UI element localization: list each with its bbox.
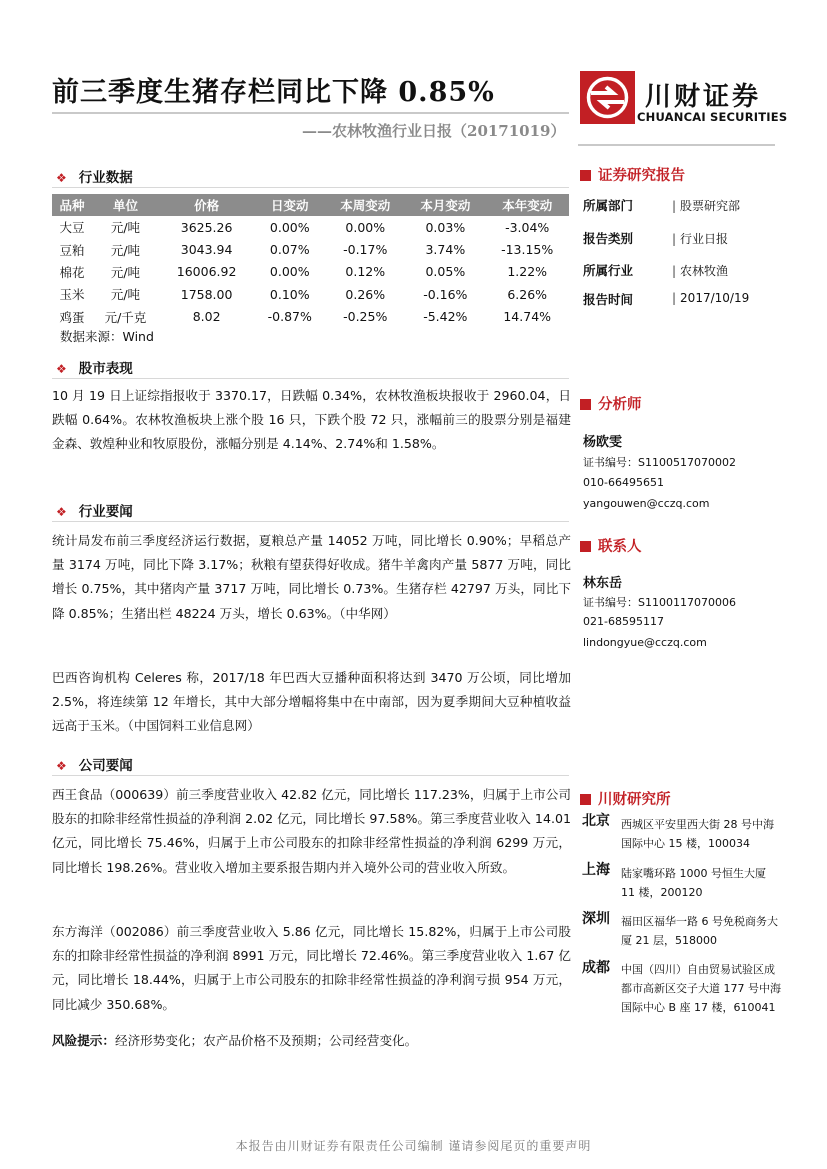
news-paragraph-2: 巴西咨询机构 Celeres 称，2017/18 年巴西大豆播种面积将达到 3470 万公顷，同比增加 2.5%，将连续第 12 年增长，其中大部分增幅将集中在中南部，因为夏季期间大豆种植收益远高于玉米。（中国饲料工业信息网） bbox=[52, 670, 571, 734]
table-cell: 元/吨 bbox=[110, 242, 141, 258]
brand-name-cn: 川财证券 bbox=[645, 82, 762, 112]
section-divider bbox=[52, 775, 569, 776]
table-cell: 6.26% bbox=[507, 286, 548, 302]
section-divider bbox=[52, 187, 569, 188]
diamond-bullet-icon: ❖ bbox=[56, 362, 67, 376]
red-square-icon bbox=[580, 794, 591, 805]
table-cell: 0.07% bbox=[269, 242, 310, 258]
table-cell: 大豆 bbox=[59, 220, 85, 236]
office-address: 西城区平安里西大街 28 号中海国际中心 15 楼，100034 bbox=[621, 818, 774, 850]
table-cell: 0.05% bbox=[425, 264, 466, 280]
column-header: 本年变动 bbox=[485, 194, 569, 216]
market-paragraph: 10 月 19 日上证综指报收于 3370.17，日跌幅 0.34%，农林牧渔板块报收于 2960.04，日跌幅 0.64%。农林牧渔板块上涨个股 16 只，下跌个股 72 只，涨幅前三的股票分别是福建金森、敦煌种业和牧原股份，涨幅分别是 4.14%、2.74%和 1.58%。 bbox=[52, 388, 571, 452]
column-header: 本周变动 bbox=[325, 194, 405, 216]
section-company: ❖ 公司要闻 bbox=[56, 758, 133, 774]
table-cell: 0.00% bbox=[269, 264, 310, 280]
table-cell: 元/千克 bbox=[104, 309, 147, 325]
table-row bbox=[52, 261, 569, 283]
commodity-price-table bbox=[52, 194, 569, 328]
analyst-phone: 010-66495651 bbox=[583, 476, 664, 489]
company-paragraph-2: 东方海洋（002086）前三季度营业收入 5.86 亿元，同比增长 15.82%，归属于上市公司股东的扣除非经常性损益的净利润 8991 万元，同比增长 72.46%。第三季度营业收入 1.67 亿元，同比增长 18.44%，归属于上市公司股东的扣除非经常性损益的净利润亏损 954 万元，同比减少 350.68%。 bbox=[52, 924, 571, 1012]
meta-value-industry: | 农林牧渔 bbox=[672, 262, 728, 279]
sidebar-institute-head: 川财研究所 bbox=[580, 788, 671, 809]
red-square-icon bbox=[580, 541, 591, 552]
table-cell: -13.15% bbox=[501, 242, 554, 258]
sidebar-divider bbox=[578, 144, 775, 146]
sidebar-report-head: 证券研究报告 bbox=[580, 164, 685, 185]
section-news: ❖ 行业要闻 bbox=[56, 504, 133, 520]
office-city: 北京 bbox=[582, 813, 610, 829]
data-source-note: 数据来源：Wind bbox=[60, 329, 154, 344]
column-header: 单位 bbox=[92, 194, 159, 216]
title-divider bbox=[52, 112, 569, 114]
table-cell: 14.74% bbox=[503, 309, 552, 325]
table-cell: -5.42% bbox=[423, 309, 468, 325]
column-header: 本月变动 bbox=[405, 194, 485, 216]
table-row bbox=[52, 216, 569, 238]
analyst-name: 杨欧雯 bbox=[583, 435, 623, 450]
risk-warning bbox=[52, 1029, 571, 1053]
table-cell: 0.00% bbox=[345, 219, 386, 235]
table-cell: 0.10% bbox=[269, 286, 310, 302]
diamond-bullet-icon: ❖ bbox=[56, 759, 67, 773]
news-paragraph-1: 统计局发布前三季度经济运行数据，夏粮总产量 14052 万吨，同比增长 0.90%；早稻总产量 3174 万吨，同比下降 3.17%；秋粮有望获得好收成。猪牛羊禽肉产量 5877 万吨，同比增长 0.75%，其中猪肉产量 3717 万吨，同比增长 0.73%。生猪存栏 42797 万头，同比下降 0.85%；生猪出栏 48224 万头，增长 0.63%。（中华网） bbox=[52, 533, 571, 621]
table-cell: -3.04% bbox=[505, 219, 550, 235]
section-industry-data: ❖ 行业数据 bbox=[56, 170, 133, 186]
section-divider bbox=[52, 521, 569, 522]
brand-name-en: CHUANCAI SECURITIES bbox=[637, 110, 788, 124]
table-cell: 元/吨 bbox=[110, 287, 141, 303]
diamond-bullet-icon: ❖ bbox=[56, 171, 67, 185]
office-city: 成都 bbox=[582, 960, 610, 976]
diamond-bullet-icon: ❖ bbox=[56, 505, 67, 519]
table-cell: 1.22% bbox=[507, 264, 548, 280]
red-square-icon bbox=[580, 170, 591, 181]
table-header-row bbox=[52, 194, 569, 216]
meta-value-type: | 行业日报 bbox=[672, 230, 728, 247]
table-cell: 玉米 bbox=[59, 287, 85, 303]
analyst-email[interactable]: yangouwen@cczq.com bbox=[583, 497, 710, 510]
table-cell: -0.16% bbox=[423, 286, 468, 302]
table-cell: 元/吨 bbox=[110, 264, 141, 280]
table-cell: -0.87% bbox=[267, 309, 312, 325]
table-cell: 元/吨 bbox=[110, 220, 141, 236]
table-cell: 3.74% bbox=[425, 242, 466, 258]
red-square-icon bbox=[580, 399, 591, 410]
table-cell: 3625.26 bbox=[180, 219, 233, 235]
table-cell: 豆粕 bbox=[59, 242, 85, 258]
table-cell: 棉花 bbox=[59, 264, 85, 280]
column-header: 价格 bbox=[159, 194, 255, 216]
table-cell: 0.12% bbox=[345, 264, 386, 280]
section-market: ❖ 股市表现 bbox=[56, 361, 133, 377]
table-cell: 8.02 bbox=[192, 309, 221, 325]
office-address: 中国（四川）自由贸易试验区成都市高新区交子大道 177 号中海国际中心 B 座 17 楼，610041 bbox=[621, 963, 781, 1014]
report-title: 前三季度生猪存栏同比下降 0.85% bbox=[52, 77, 495, 108]
table-row bbox=[52, 238, 569, 260]
table-cell: 16006.92 bbox=[176, 264, 237, 280]
risk-text: 经济形势变化；农产品价格不及预期；公司经营变化。 bbox=[114, 1033, 418, 1048]
contact-name: 林东岳 bbox=[583, 576, 623, 591]
office-city: 深圳 bbox=[582, 911, 610, 927]
analyst-cert: 证书编号：S1100517070002 bbox=[583, 456, 736, 469]
table-cell: -0.25% bbox=[343, 309, 388, 325]
risk-label: 风险提示： bbox=[52, 1033, 115, 1048]
office-city: 上海 bbox=[582, 862, 610, 878]
contact-phone: 021-68595117 bbox=[583, 615, 664, 628]
sidebar-analyst-head: 分析师 bbox=[580, 393, 642, 414]
office-address: 陆家嘴环路 1000 号恒生大厦 11 楼，200120 bbox=[621, 867, 766, 899]
table-cell: 0.03% bbox=[425, 219, 466, 235]
chuancai-logo-icon bbox=[580, 71, 635, 124]
table-cell: 0.00% bbox=[269, 219, 310, 235]
meta-label-industry: 所属行业 bbox=[583, 263, 634, 278]
table-row bbox=[52, 283, 569, 305]
meta-value-date: | 2017/10/19 bbox=[672, 291, 749, 305]
column-header: 日变动 bbox=[254, 194, 325, 216]
section-divider bbox=[52, 378, 569, 379]
table-cell: -0.17% bbox=[343, 242, 388, 258]
table-cell: 鸡蛋 bbox=[59, 309, 85, 325]
contact-email[interactable]: lindongyue@cczq.com bbox=[583, 636, 707, 649]
office-address: 福田区福华一路 6 号免税商务大厦 21 层，518000 bbox=[621, 915, 778, 947]
report-subtitle: ——农林牧渔行业日报（20171019） bbox=[302, 122, 566, 140]
contact-cert: 证书编号：S1100117070006 bbox=[583, 596, 736, 609]
table-row bbox=[52, 306, 569, 328]
meta-value-dept: | 股票研究部 bbox=[672, 197, 740, 214]
meta-label-date: 报告时间 bbox=[583, 292, 634, 307]
meta-label-type: 报告类别 bbox=[583, 231, 634, 246]
sidebar-contact-head: 联系人 bbox=[580, 535, 642, 556]
page-footer-disclaimer: 本报告由川财证券有限责任公司编制 谨请参阅尾页的重要声明 bbox=[235, 1139, 592, 1153]
table-cell: 0.26% bbox=[345, 286, 386, 302]
table-cell: 3043.94 bbox=[180, 242, 233, 258]
company-paragraph-1: 西王食品（000639）前三季度营业收入 42.82 亿元，同比增长 117.23%，归属于上市公司股东的扣除非经常性损益的净利润 2.02 亿元，同比增长 97.58%。第三季度营业收入 14.01 亿元，同比增长 75.46%，归属于上市公司股东的扣除非经常性损益的净利润 6299 万元，同比增长 198.26%。营业收入增加主要系报告期内并入境外公司的营业收入所致。 bbox=[52, 787, 571, 875]
meta-label-dept: 所属部门 bbox=[583, 198, 634, 213]
table-cell: 1758.00 bbox=[180, 286, 233, 302]
column-header: 品种 bbox=[52, 194, 92, 216]
